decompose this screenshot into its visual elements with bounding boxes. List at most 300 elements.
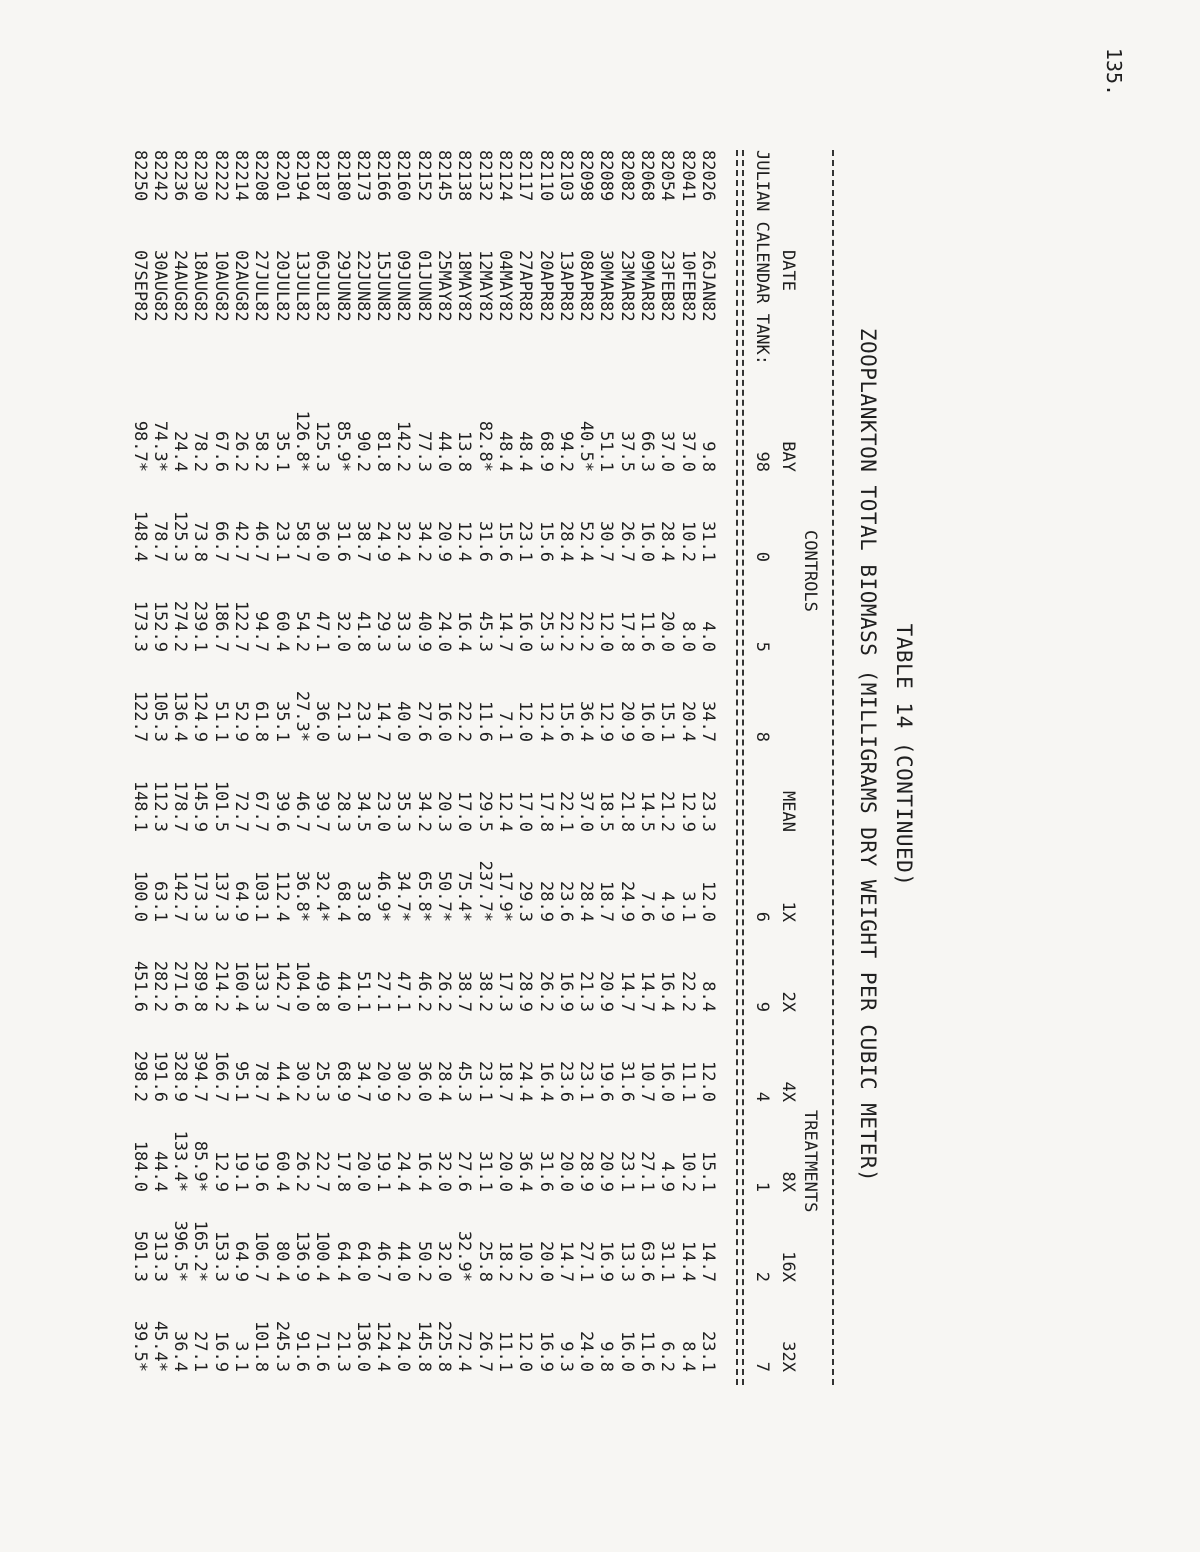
cell-treatment-32x: 16.0	[616, 1331, 637, 1372]
cell-treatment-8x: 26.2	[292, 1151, 312, 1192]
cell-treatment-1x: 112.4	[271, 870, 292, 922]
col-header-bay: BAY	[778, 441, 798, 472]
cell-treatment-1x: 100.0	[129, 870, 150, 922]
cell-control-8: 40.0	[393, 701, 414, 742]
cell-calendar-date: 04MAY82	[495, 250, 515, 322]
cell-treatment-32x: 9.3	[555, 1341, 576, 1372]
cell-control-mean: 35.3	[393, 791, 414, 832]
cell-control-0: 36.0	[312, 521, 333, 562]
cell-julian-date: 82110	[535, 150, 556, 202]
cell-treatment-16x: 14.7	[555, 1241, 576, 1282]
cell-control-0: 16.0	[637, 521, 658, 562]
cell-treatment-1x: 12.0	[698, 881, 718, 922]
cell-treatment-16x: 80.4	[271, 1241, 292, 1282]
cell-control-0: 125.3	[170, 510, 191, 562]
cell-treatment-4x: 78.7	[251, 1061, 272, 1102]
tank-value: 4	[752, 1091, 772, 1102]
cell-treatment-2x: 289.8	[190, 960, 211, 1012]
cell-control-mean: 46.7	[292, 791, 312, 832]
cell-julian-date: 82236	[170, 150, 191, 202]
page-number: 135.	[1101, 47, 1126, 97]
cell-julian-date: 82082	[616, 150, 637, 202]
cell-treatment-8x: 20.9	[596, 1151, 617, 1192]
cell-control-mean: 145.9	[190, 780, 211, 832]
cell-bay: 48.4	[515, 431, 536, 472]
cell-treatment-4x: 191.6	[149, 1050, 170, 1102]
cell-treatment-32x: 124.4	[373, 1320, 394, 1372]
cell-control-5: 122.7	[231, 600, 252, 652]
table-row	[475, 150, 495, 1385]
cell-control-0: 20.9	[434, 521, 455, 562]
cell-treatment-2x: 20.9	[596, 971, 617, 1012]
cell-control-0: 12.4	[454, 521, 475, 562]
cell-treatment-32x: 24.0	[576, 1331, 597, 1372]
cell-treatment-1x: 33.8	[352, 881, 373, 922]
table-row	[312, 150, 332, 1385]
cell-calendar-date: 18AUG82	[190, 250, 211, 322]
cell-bay: 78.2	[190, 431, 211, 472]
cell-bay: 67.6	[210, 431, 231, 472]
cell-control-5: 186.7	[210, 600, 231, 652]
cell-treatment-32x: 145.8	[413, 1320, 434, 1372]
cell-control-8: 34.7	[698, 701, 718, 742]
table-row	[394, 150, 414, 1385]
cell-treatment-32x: 72.4	[454, 1331, 475, 1372]
cell-treatment-1x: 103.1	[251, 870, 272, 922]
cell-treatment-2x: 104.0	[292, 960, 312, 1012]
cell-control-5: 152.9	[149, 600, 170, 652]
cell-bay: 68.9	[535, 431, 556, 472]
cell-treatment-4x: 36.0	[413, 1061, 434, 1102]
cell-control-mean: 39.7	[312, 791, 333, 832]
cell-control-0: 148.4	[129, 510, 150, 562]
cell-treatment-16x: 313.3	[149, 1230, 170, 1282]
cell-treatment-1x: 7.6	[637, 891, 658, 922]
cell-control-8: 12.4	[535, 701, 556, 742]
table-row	[617, 150, 637, 1385]
cell-julian-date: 82194	[292, 150, 312, 202]
cell-calendar-date: 25MAY82	[434, 250, 455, 322]
cell-control-8: 105.3	[149, 690, 170, 742]
cell-treatment-16x: 16.9	[596, 1241, 617, 1282]
cell-treatment-32x: 11.6	[637, 1331, 658, 1372]
cell-treatment-2x: 27.1	[373, 971, 394, 1012]
table-row	[191, 150, 211, 1385]
cell-treatment-1x: 4.9	[657, 891, 678, 922]
cell-control-0: 34.2	[413, 521, 434, 562]
cell-bay: 26.2	[231, 431, 252, 472]
cell-treatment-16x: 14.7	[698, 1241, 718, 1282]
cell-treatment-1x: 237.7*	[474, 860, 495, 922]
cell-control-mean: 17.8	[535, 791, 556, 832]
cell-control-8: 136.4	[170, 690, 191, 742]
cell-control-5: 94.7	[251, 611, 272, 652]
cell-treatment-2x: 26.2	[434, 971, 455, 1012]
cell-control-8: 15.1	[657, 701, 678, 742]
cell-control-8: 20.4	[677, 701, 698, 742]
cell-bay: 51.1	[596, 431, 617, 472]
cell-calendar-date: 09JUN82	[393, 250, 414, 322]
table-row	[130, 150, 150, 1385]
cell-treatment-16x: 44.0	[393, 1241, 414, 1282]
cell-control-8: 52.9	[231, 701, 252, 742]
cell-julian-date: 82208	[251, 150, 272, 202]
tank-bay: 98	[752, 451, 772, 472]
cell-calendar-date: 18MAY82	[454, 250, 475, 322]
cell-treatment-8x: 16.4	[413, 1151, 434, 1192]
cell-bay: 126.8*	[292, 410, 312, 472]
cell-julian-date: 82054	[657, 150, 678, 202]
cell-control-5: 17.8	[616, 611, 637, 652]
cell-treatment-8x: 133.4*	[170, 1130, 191, 1192]
cell-control-mean: 23.3	[698, 791, 718, 832]
cell-calendar-date: 20APR82	[535, 250, 556, 322]
cell-treatment-2x: 28.9	[515, 971, 536, 1012]
cell-treatment-2x: 8.4	[698, 981, 718, 1012]
cell-treatment-1x: 32.4*	[312, 870, 333, 922]
cell-control-mean: 12.4	[495, 791, 515, 832]
cell-treatment-2x: 26.2	[535, 971, 556, 1012]
cell-calendar-date: 20JUL82	[271, 250, 292, 322]
cell-treatment-32x: 136.0	[352, 1320, 373, 1372]
cell-bay: 98.7*	[129, 420, 150, 472]
tank-value: 9	[752, 1001, 772, 1012]
cell-treatment-8x: 32.0	[434, 1151, 455, 1192]
cell-treatment-16x: 165.2*	[190, 1220, 211, 1282]
cell-treatment-8x: 20.0	[352, 1151, 373, 1192]
cell-control-8: 122.7	[129, 690, 150, 742]
cell-treatment-32x: 101.8	[251, 1320, 272, 1372]
cell-treatment-32x: 3.1	[231, 1341, 252, 1372]
cell-treatment-32x: 225.8	[434, 1320, 455, 1372]
cell-control-5: 45.3	[474, 611, 495, 652]
cell-treatment-16x: 32.9*	[454, 1230, 475, 1282]
cell-calendar-date: 30MAR82	[596, 250, 617, 322]
cell-control-8: 12.0	[515, 701, 536, 742]
header-rule-bottom-1	[742, 150, 744, 1385]
cell-control-mean: 34.5	[352, 791, 373, 832]
cell-calendar-date: 24AUG82	[170, 250, 191, 322]
cell-treatment-32x: 12.0	[515, 1331, 536, 1372]
cell-control-5: 8.0	[677, 621, 698, 652]
cell-treatment-4x: 16.4	[535, 1061, 556, 1102]
cell-control-5: 16.0	[515, 611, 536, 652]
cell-treatment-4x: 23.1	[576, 1061, 597, 1102]
cell-treatment-2x: 142.7	[271, 960, 292, 1012]
cell-treatment-32x: 26.7	[474, 1331, 495, 1372]
cell-control-0: 28.4	[657, 521, 678, 562]
cell-treatment-32x: 39.5*	[129, 1320, 150, 1372]
cell-treatment-4x: 20.9	[373, 1061, 394, 1102]
cell-treatment-2x: 22.2	[677, 971, 698, 1012]
cell-control-8: 16.0	[637, 701, 658, 742]
cell-treatment-4x: 23.1	[474, 1061, 495, 1102]
cell-bay: 66.3	[637, 431, 658, 472]
tank-value: 6	[752, 911, 772, 922]
cell-treatment-32x: 21.3	[332, 1331, 353, 1372]
cell-calendar-date: 08APR82	[576, 250, 597, 322]
cell-treatment-32x: 27.1	[190, 1331, 211, 1372]
cell-treatment-1x: 34.7*	[393, 870, 414, 922]
cell-control-5: 16.4	[454, 611, 475, 652]
cell-control-0: 26.7	[616, 521, 637, 562]
cell-control-0: 31.6	[332, 521, 353, 562]
cell-control-5: 29.3	[373, 611, 394, 652]
header-rule-top	[832, 150, 834, 1385]
cell-treatment-32x: 24.0	[393, 1331, 414, 1372]
cell-bay: 37.5	[616, 431, 637, 472]
cell-control-8: 22.2	[454, 701, 475, 742]
cell-julian-date: 82026	[698, 150, 718, 202]
cell-julian-date: 82041	[677, 150, 698, 202]
cell-treatment-4x: 166.7	[210, 1050, 231, 1102]
cell-treatment-4x: 31.6	[616, 1061, 637, 1102]
tank-value: 0	[752, 551, 772, 562]
cell-control-0: 38.7	[352, 521, 373, 562]
cell-treatment-2x: 14.7	[637, 971, 658, 1012]
cell-bay: 85.9*	[332, 420, 353, 472]
cell-treatment-4x: 10.7	[637, 1061, 658, 1102]
cell-control-8: 21.3	[332, 701, 353, 742]
cell-control-0: 52.4	[576, 521, 597, 562]
cell-treatment-8x: 85.9*	[190, 1140, 211, 1192]
tank-value: 7	[752, 1361, 772, 1372]
cell-bay: 77.3	[413, 431, 434, 472]
cell-control-0: 31.6	[474, 521, 495, 562]
table-subtitle: ZOOPLANKTON TOTAL BIOMASS (MILLIGRAMS DRY WEIGHT PER CUBIC METER)	[856, 327, 880, 1183]
cell-treatment-4x: 44.4	[271, 1061, 292, 1102]
cell-bay: 44.0	[434, 431, 455, 472]
cell-bay: 48.4	[495, 431, 515, 472]
cell-julian-date: 82068	[637, 150, 658, 202]
cell-treatment-4x: 394.7	[190, 1050, 211, 1102]
table-row	[536, 150, 556, 1385]
cell-calendar-date: 27JUL82	[251, 250, 272, 322]
cell-control-8: 27.6	[413, 701, 434, 742]
cell-treatment-16x: 10.2	[515, 1241, 536, 1282]
cell-control-mean: 72.7	[231, 791, 252, 832]
cell-treatment-16x: 32.0	[434, 1241, 455, 1282]
cell-julian-date: 82173	[352, 150, 373, 202]
cell-treatment-16x: 50.2	[413, 1241, 434, 1282]
cell-control-5: 32.0	[332, 611, 353, 652]
cell-control-5: 41.8	[352, 611, 373, 652]
cell-treatment-2x: 17.3	[495, 971, 515, 1012]
cell-treatment-8x: 36.4	[515, 1151, 536, 1192]
cell-calendar-date: 10FEB82	[677, 250, 698, 322]
rotated-table	[110, 130, 930, 1520]
cell-treatment-8x: 184.0	[129, 1140, 150, 1192]
cell-treatment-2x: 271.6	[170, 960, 191, 1012]
cell-treatment-1x: 18.7	[596, 881, 617, 922]
cell-treatment-32x: 11.1	[495, 1331, 515, 1372]
cell-treatment-8x: 20.0	[555, 1151, 576, 1192]
cell-treatment-1x: 63.1	[149, 881, 170, 922]
cell-treatment-32x: 91.6	[292, 1331, 312, 1372]
cell-treatment-2x: 51.1	[352, 971, 373, 1012]
cell-control-5: 33.3	[393, 611, 414, 652]
cell-control-0: 24.9	[373, 521, 394, 562]
table-row	[556, 150, 576, 1385]
cell-treatment-4x: 68.9	[332, 1061, 353, 1102]
cell-treatment-32x: 23.1	[698, 1331, 718, 1372]
cell-treatment-2x: 44.0	[332, 971, 353, 1012]
cell-treatment-2x: 38.2	[474, 971, 495, 1012]
cell-bay: 24.4	[170, 431, 191, 472]
cell-treatment-1x: 64.9	[231, 881, 252, 922]
cell-treatment-16x: 64.0	[352, 1241, 373, 1282]
cell-control-8: 27.3*	[292, 690, 312, 742]
cell-treatment-4x: 30.2	[393, 1061, 414, 1102]
col-header-mean: MEAN	[778, 791, 798, 832]
table-row	[698, 150, 718, 1385]
treatments-group-header: TREATMENTS	[800, 1110, 820, 1213]
table-row	[211, 150, 231, 1385]
cell-control-5: 25.3	[535, 611, 556, 652]
cell-julian-date: 82222	[210, 150, 231, 202]
cell-control-8: 12.9	[596, 701, 617, 742]
cell-bay: 40.5*	[576, 420, 597, 472]
cell-treatment-2x: 46.2	[413, 971, 434, 1012]
cell-control-0: 28.4	[555, 521, 576, 562]
cell-control-5: 20.0	[657, 611, 678, 652]
cell-control-0: 66.7	[210, 521, 231, 562]
cell-treatment-32x: 71.6	[312, 1331, 333, 1372]
table-row	[373, 150, 393, 1385]
cell-calendar-date: 15JUN82	[373, 250, 394, 322]
cell-treatment-1x: 46.9*	[373, 870, 394, 922]
cell-control-0: 30.7	[596, 521, 617, 562]
cell-control-0: 42.7	[231, 521, 252, 562]
cell-control-0: 23.1	[515, 521, 536, 562]
cell-calendar-date: 26JAN82	[698, 250, 718, 322]
cell-control-mean: 34.2	[413, 791, 434, 832]
cell-control-5: 274.2	[170, 600, 191, 652]
cell-treatment-1x: 23.6	[555, 881, 576, 922]
cell-treatment-8x: 19.1	[373, 1151, 394, 1192]
cell-treatment-4x: 30.2	[292, 1061, 312, 1102]
cell-control-5: 22.2	[576, 611, 597, 652]
cell-bay: 37.0	[657, 431, 678, 472]
cell-treatment-4x: 11.1	[677, 1061, 698, 1102]
cell-control-8: 15.6	[555, 701, 576, 742]
cell-control-5: 14.7	[495, 611, 515, 652]
column-header-row	[778, 150, 798, 1385]
cell-treatment-32x: 16.9	[535, 1331, 556, 1372]
cell-treatment-8x: 19.6	[251, 1151, 272, 1192]
cell-treatment-2x: 16.4	[657, 971, 678, 1012]
cell-julian-date: 82187	[312, 150, 333, 202]
cell-julian-date: 82103	[555, 150, 576, 202]
cell-treatment-16x: 20.0	[535, 1241, 556, 1282]
cell-treatment-32x: 8.4	[677, 1341, 698, 1372]
cell-treatment-4x: 28.4	[434, 1061, 455, 1102]
cell-control-mean: 29.5	[474, 791, 495, 832]
cell-control-8: 20.9	[616, 701, 637, 742]
table-row	[454, 150, 474, 1385]
cell-calendar-date: 12MAY82	[474, 250, 495, 322]
cell-treatment-4x: 16.0	[657, 1061, 678, 1102]
controls-group-header: CONTROLS	[800, 530, 820, 612]
cell-treatment-1x: 17.9*	[495, 870, 515, 922]
cell-treatment-1x: 173.3	[190, 870, 211, 922]
cell-treatment-8x: 10.2	[677, 1151, 698, 1192]
table-row	[678, 150, 698, 1385]
cell-control-mean: 23.0	[373, 791, 394, 832]
table-row	[333, 150, 353, 1385]
table-row	[353, 150, 373, 1385]
cell-treatment-1x: 137.3	[210, 870, 231, 922]
cell-julian-date: 82201	[271, 150, 292, 202]
cell-control-mean: 101.5	[210, 780, 231, 832]
cell-calendar-date: 02AUG82	[231, 250, 252, 322]
cell-treatment-16x: 501.3	[129, 1230, 150, 1282]
cell-julian-date: 82230	[190, 150, 211, 202]
table-row	[251, 150, 271, 1385]
cell-treatment-16x: 27.1	[576, 1241, 597, 1282]
cell-control-mean: 39.6	[271, 791, 292, 832]
tank-value: 5	[752, 641, 772, 652]
cell-control-8: 61.8	[251, 701, 272, 742]
cell-treatment-32x: 245.3	[271, 1320, 292, 1372]
col-header-4x: 4X	[778, 1081, 798, 1102]
table-row	[170, 150, 190, 1385]
cell-treatment-1x: 50.7*	[434, 870, 455, 922]
cell-treatment-32x: 36.4	[170, 1331, 191, 1372]
cell-calendar-date: 06JUL82	[312, 250, 333, 322]
cell-treatment-4x: 95.1	[231, 1061, 252, 1102]
cell-control-8: 36.4	[576, 701, 597, 742]
cell-treatment-16x: 100.4	[312, 1230, 333, 1282]
cell-control-mean: 178.7	[170, 780, 191, 832]
cell-control-8: 14.7	[373, 701, 394, 742]
cell-control-5: 60.4	[271, 611, 292, 652]
cell-treatment-4x: 45.3	[454, 1061, 475, 1102]
cell-treatment-4x: 25.3	[312, 1061, 333, 1102]
cell-control-mean: 14.5	[637, 791, 658, 832]
cell-treatment-16x: 13.3	[616, 1241, 637, 1282]
col-header-date: DATE	[778, 250, 798, 291]
cell-treatment-16x: 64.9	[231, 1241, 252, 1282]
cell-control-mean: 28.3	[332, 791, 353, 832]
cell-julian-date: 82242	[149, 150, 170, 202]
cell-calendar-date: 22JUN82	[352, 250, 373, 322]
cell-bay: 37.0	[677, 431, 698, 472]
cell-treatment-2x: 214.2	[210, 960, 231, 1012]
cell-julian-date: 82166	[373, 150, 394, 202]
cell-control-mean: 37.0	[576, 791, 597, 832]
cell-treatment-2x: 14.7	[616, 971, 637, 1012]
cell-control-mean: 112.3	[149, 780, 170, 832]
cell-treatment-1x: 142.7	[170, 870, 191, 922]
cell-calendar-date: 27APR82	[515, 250, 536, 322]
cell-treatment-16x: 153.3	[210, 1230, 231, 1282]
cell-treatment-1x: 3.1	[677, 891, 698, 922]
cell-treatment-8x: 12.9	[210, 1151, 231, 1192]
cell-bay: 90.2	[352, 431, 373, 472]
cell-treatment-4x: 18.7	[495, 1061, 515, 1102]
cell-treatment-8x: 44.4	[149, 1151, 170, 1192]
cell-treatment-4x: 298.2	[129, 1050, 150, 1102]
cell-julian-date: 82152	[413, 150, 434, 202]
cell-treatment-8x: 31.6	[535, 1151, 556, 1192]
cell-treatment-4x: 12.0	[698, 1061, 718, 1102]
cell-bay: 58.2	[251, 431, 272, 472]
cell-treatment-8x: 15.1	[698, 1151, 718, 1192]
cell-control-8: 35.1	[271, 701, 292, 742]
cell-treatment-16x: 396.5*	[170, 1220, 191, 1282]
cell-treatment-8x: 17.8	[332, 1151, 353, 1192]
